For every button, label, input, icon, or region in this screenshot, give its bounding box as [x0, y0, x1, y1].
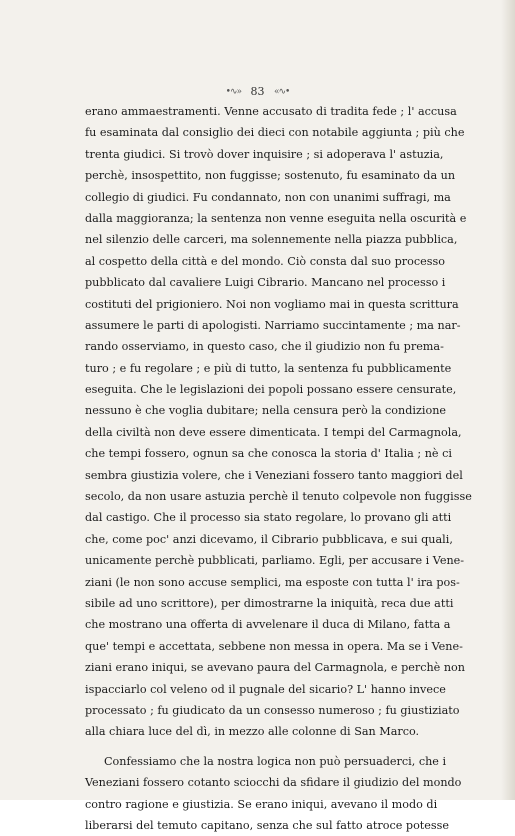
text-line: ziani (le non sono accuse semplici, ma esposte con tutta l' ira pos- — [85, 575, 460, 589]
text-line: della civiltà non deve essere dimenticata. I tempi del Carmagnola, — [85, 425, 462, 439]
text-line: che mostrano una offerta di avvelenare il duca di Milano, fatta a — [85, 618, 451, 632]
text-line: dalla maggioranza; la sentenza non venne eseguita nella oscurità e — [85, 211, 467, 225]
text-line: sibile ad uno scrittore), per dimostrarne la iniquità, reca due atti — [85, 596, 454, 610]
text-line: dal castigo. Che il processo sia stato regolare, lo provano gli atti — [85, 511, 452, 525]
text-line: processato ; fu giudicato da un consesso numeroso ; fu giustiziato — [85, 703, 460, 717]
page-number: 83 — [250, 85, 265, 98]
text-line: al cospetto della città e del mondo. Ciò consta dal suo processo — [85, 254, 445, 268]
text-line: sembra giustizia volere, che i Veneziani fossero tanto maggiori del — [85, 468, 463, 482]
text-line: collegio di giudici. Fu condannato, non con unanimi suffragi, ma — [85, 190, 451, 204]
text-line: alla chiara luce del dì, in mezzo alle colonne di San Marco. — [85, 725, 420, 739]
text-line: turo ; e fu regolare ; e più di tutto, la sentenza fu pubblicamente — [85, 361, 452, 375]
text-line: nessuno è che voglia dubitare; nella censura però la condizione — [85, 404, 447, 418]
text-line: assumere le parti di apologisti. Narriamo succintamente ; ma nar- — [85, 318, 461, 332]
text-line: unicamente perchè pubblicati, parliamo. Egli, per accusare i Vene- — [85, 554, 465, 568]
paragraph-2 — [85, 751, 462, 836]
text-line: costituti del prigioniero. Noi non vogliamo mai in questa scrittura — [85, 297, 459, 311]
text-line: trenta giudici. Si trovò dover inquisire ; si adoperava l' astuzia, — [85, 147, 444, 161]
text-line: nel silenzio delle carceri, ma solennemente nella piazza pubblica, — [85, 233, 458, 247]
paragraph-1 — [85, 101, 472, 743]
text-line: que' tempi e accettata, sebbene non messa in opera. Ma se i Vene- — [85, 639, 463, 653]
text-line: liberarsi del temuto capitano, senza che sul fatto atroce potesse — [85, 818, 450, 832]
text-line: eseguita. Che le legislazioni dei popoli possano essere censurate, — [85, 383, 457, 397]
text-line: erano ammaestramenti. Venne accusato di tradita fede ; l' accusa — [85, 105, 457, 118]
body-text — [85, 101, 472, 836]
text-line: che, come poc' anzi dicevamo, il Cibrario pubblicava, e sui quali, — [85, 532, 453, 546]
ornament-right-icon: «∿• — [274, 87, 290, 97]
text-line: ispacciarlo col veleno od il pugnale del sicario? L' hanno invece — [85, 682, 446, 696]
text-line: pubblicato dal cavaliere Luigi Cibrario. Mancano nel processo i — [85, 276, 446, 290]
text-line: secolo, da non usare astuzia perchè il tenuto colpevole non fuggisse — [85, 490, 472, 504]
text-line: ziani erano iniqui, se avevano paura del Carmagnola, e perchè non — [85, 661, 465, 675]
text-line: perchè, insospettito, non fuggisse; sostenuto, fu esaminato da un — [85, 169, 456, 183]
ornament-left-icon: •∿» — [225, 87, 241, 97]
text-line: Veneziani fossero cotanto sciocchi da sfidare il giudizio del mondo — [85, 776, 462, 790]
text-line: contro ragione e giustizia. Se erano iniqui, avevano il modo di — [85, 797, 438, 811]
text-line: rando osserviamo, in questo caso, che il giudizio non fu prema- — [85, 340, 444, 354]
text-line: che tempi fossero, ognun sa che conosca la storia d' Italia ; nè ci — [85, 447, 452, 461]
page-header — [0, 84, 515, 100]
text-line: Confessiamo che la nostra logica non può persuaderci, che i — [104, 754, 447, 768]
text-line: fu esaminata dal consiglio dei dieci con notabile aggiunta ; più che — [85, 126, 465, 140]
